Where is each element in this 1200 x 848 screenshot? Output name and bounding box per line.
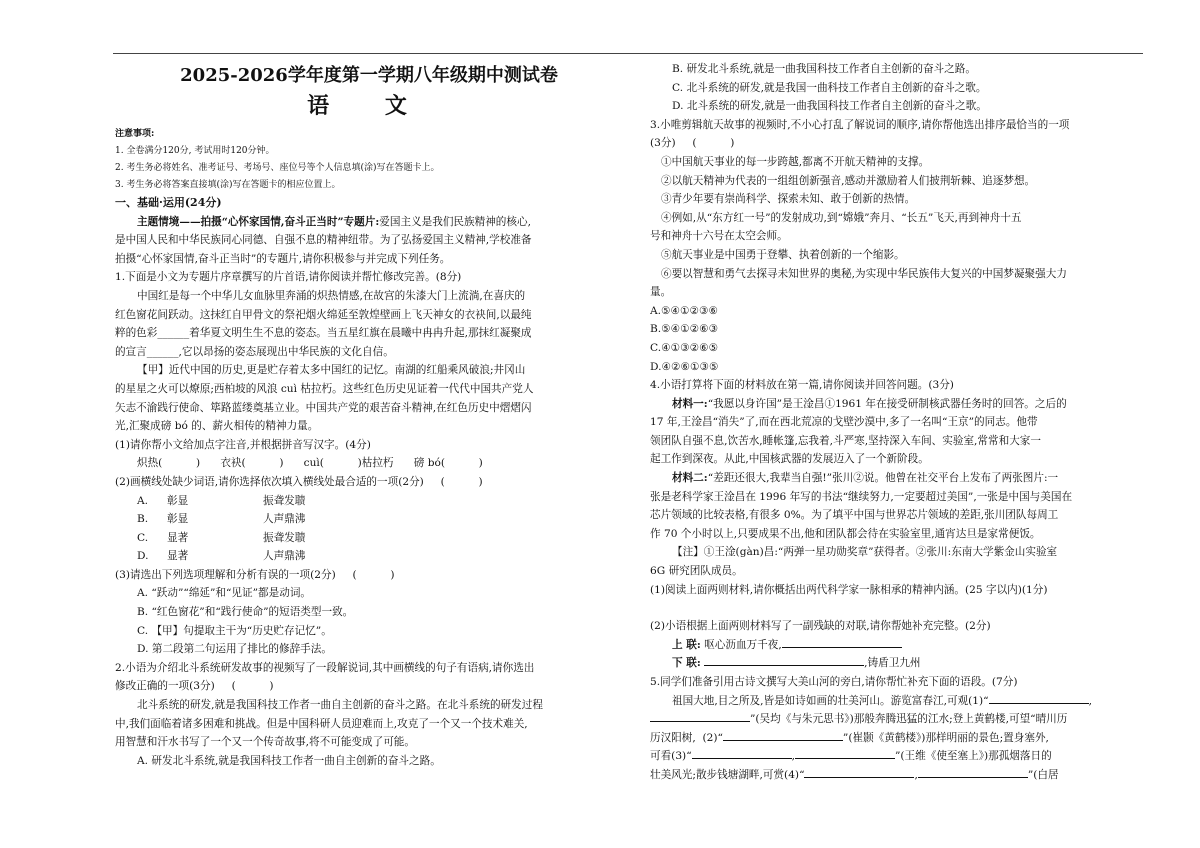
- right-column: B. 研发北斗系统,就是一曲我国科技工作者自主创新的奋斗之路。 C. 北斗系统的研发,就是我国一曲科技工作者自主创新的奋斗之歌。 D. 北斗系统的研发,就是一曲我国科技工作者自主创新的奋斗之歌。 3.小唯剪辑航天故事的视频时,不小心打乱了解说词的顺序,请你帮他选出排序最恰当的一项 (3分) ( ) ①中国航天事业的每一步跨越,都离不开航天精神的支撑。 ②以航天精神为代表的一组组创新强音,感动并激励着人们披荆斩棘、追逐梦想。 ③青少年要有崇尚科学、探索未知、敢于创新的热情。 ④例如,从“东方红一号”的发射成功,到“嫦娥”奔月、“长五”飞天,再到神舟十五 号和神舟十六号在太空会师。 ⑤航天事业是中国勇于登攀、执着创新的一个缩影。 ⑥要以智慧和勇气去探寻未知世界的奥秘,为实现中华民族伟大复兴的中国梦凝聚强大力 量。 A.⑤④①②③⑥ B.⑤④①②⑥③ C.④①③②⑥⑤ D.④②⑥①③⑤ 4.小语打算将下面的材料放在第一篇,请你阅读并回答问题。(3分) 材料一:“我愿以身许国”是王淦昌①1961 年在接受研制核武器任务时的回答。之后的 17 年,王淦昌“消失”了,而在西北荒凉的戈壁沙漠中,多了一名叫“王京”的同志。他带 领团队自强不息,饮苦水,睡帐篷,忘我着,斗严寒,坚持深入车间、实验室,常常和大家一 起工作到深夜。从此,中国核武器的发展迈入了一个新阶段。 材料二:“差距还很大,我辈当自强!”张川②说。他曾在社交平台上发布了两张图片:一 张是老科学家王淦昌在 1996 年写的书法“继续努力,一定要超过美国”,一张是中国与美国在 芯片领域的比较表格,有很多 0%。为了填平中国与世界芯片领域的差距,张川团队每周工 作 70 个小时以上,只要成果不出,他和团队都会待在实验室里,通宵达旦是家常便饭。 【注】①王淦(gàn)昌:“两弹一星功勋奖章”获得者。②张川:东南大学紫金山实验室 6G 研究团队成员。 (1)阅读上面两则材料,请你概括出两代科学家一脉相承的精神内涵。(25 字以内)(1分) (2)小语根据上面两则材料写了一副残缺的对联,请你帮她补充完整。(2分) 上 联: 呕心沥血万千夜, 下 联: ,铸盾卫九州 5.同学们准备引用古诗文撰写大美山河的旁白,请你帮忙补充下面的语段。(7分) 祖国大地,目之所及,皆是如诗如画的壮美河山。游览富春江,可观(1)“ , ”(吴均《与朱元思书》)那般奔腾迅猛的江水;登上黄鹤楼,可望“晴川历 历汉阳树, (2)“ ”(崔颢《黄鹤楼》)那样明丽的景色;置身塞外, 可看(3)“ , ”(王维《使至塞上》)那孤烟落日的 壮美风光;散步钱塘湖畔,可赏(4)“ , ”(白居: [650, 60, 1142, 785]
- sentence-item: ⑥要以智慧和勇气去探寻未知世界的奥秘,为实现中华民族伟大复兴的中国梦凝聚强大力: [661, 267, 1067, 280]
- couplet-up-label: 上 联:: [672, 638, 701, 651]
- question-3-stem: (3分) ( ): [650, 137, 735, 150]
- option-line: A.⑤④①②③⑥: [650, 304, 719, 317]
- note-line: 6G 研究团队成员。: [650, 565, 743, 578]
- passage-line: 粹的色彩______着华夏文明生生不息的姿态。当五星红旗在晨曦中冉冉升起,那抹红凝聚成: [115, 327, 532, 340]
- scenario-title: 主题情境——拍摄“心怀家国情,奋斗正当时”专题片:: [137, 215, 380, 228]
- scenario-text: 爱国主义是我们民族精神的核心,: [379, 215, 531, 228]
- option-line: D. 第二段第二句运用了排比的修辞手法。: [137, 643, 332, 656]
- sentence-item: ⑤航天事业是中国勇于登攀、执着创新的一个缩影。: [661, 248, 905, 261]
- pinyin-answer-line: 炽热( ) 衣袂( ) cuì( )枯拉朽 磅 bó( ): [137, 457, 483, 470]
- passage-line: 光,汇聚成磅 bó 的、薪火相传的精神力量。: [115, 420, 319, 433]
- passage-line: ”(崔颢《黄鹤楼》)那样明丽的景色;置身塞外,: [842, 731, 1049, 744]
- header-rule: [113, 53, 1143, 54]
- option-line: C. 【甲】句提取主干为“历史贮存记忆”。: [137, 624, 332, 637]
- sentence-item: ④例如,从“东方红一号”的发射成功,到“嫦娥”奔月、“长五”飞天,再到神舟十五: [661, 211, 1022, 224]
- fill-blank: [989, 692, 1089, 704]
- option-line: D. 北斗系统的研发,就是一曲我国科技工作者自主创新的奋斗之歌。: [672, 100, 987, 113]
- option-line: B. 研发北斗系统,就是一曲我国科技工作者自主创新的奋斗之路。: [672, 63, 976, 75]
- left-column: [115, 60, 623, 770]
- material-line: 领团队自强不息,饮苦水,睡帐篷,忘我着,斗严寒,坚持深入车间、实验室,常常和大家一: [650, 434, 1041, 447]
- sentence-item: ②以航天精神为代表的一组组创新强音,感动并激励着人们披荆斩棘、追逐梦想。: [661, 174, 1036, 187]
- couplet-down-label: 下 联:: [672, 657, 701, 670]
- q1-sub3: (3)请选出下列选项理解和分析有误的一项(2分) ( ): [115, 568, 395, 581]
- material-2-label: 材料二:: [672, 472, 708, 485]
- option-line: C. 北斗系统的研发,就是我国一曲科技工作者自主创新的奋斗之歌。: [672, 81, 987, 94]
- option-row: C. 显著 振聋发聩: [137, 531, 306, 544]
- question-2-stem: 修改正确的一项(3分) ( ): [115, 680, 274, 693]
- passage-line: ”(吴均《与朱元思书》)那般奔腾迅猛的江水;登上黄鹤楼,可望“晴川历: [750, 713, 1068, 726]
- fill-blank: [723, 729, 843, 741]
- material-1-label: 材料一:: [672, 397, 708, 410]
- scenario-text: 是中国人民和中华民族同心同德、自强不息的精神纽带。为了弘扬爱国主义精神,学校准备: [115, 234, 532, 247]
- passage-line: 矢志不渝践行使命、筚路蓝缕奠基立业。中国共产党的艰苦奋斗精神,在红色历史中熠熠闪: [115, 401, 532, 414]
- passage-line: 可看(3)“: [650, 750, 692, 763]
- material-line: 作 70 个小时以上,只要成果不出,他和团队都会待在实验室里,通宵达旦是家常便饭。: [650, 527, 1041, 540]
- passage-line: ”(白居: [1027, 768, 1059, 781]
- passage-line: 【甲】近代中国的历史,更是贮存着太多中国红的记忆。南湖的红船乘风破浪;井冈山: [137, 364, 526, 377]
- question-1-stem: 1.下面是小文为专题片序章撰写的片首语,请你阅读并帮忙修改完善。(8分): [115, 271, 462, 284]
- passage-line: 历汉阳树, (2)“: [650, 731, 723, 744]
- notice-item: 2. 考生务必将姓名、准考证号、考场号、座位号等个人信息填(涂)写在答题卡上。: [115, 163, 440, 173]
- passage-line: 中,我们面临着诸多困难和挑战。但是中国科研人员迎难而上,攻克了一个又一个技术难关,: [115, 717, 528, 730]
- passage-line: ”(王维《使至塞上》)那孤烟落日的: [894, 750, 1052, 763]
- sentence-item: 量。: [650, 286, 672, 299]
- material-line: “差距还很大,我辈当自强!”张川②说。他曾在社交平台上发布了两张图片:一: [707, 472, 1059, 485]
- notice-item: 1. 全卷满分120分, 考试用时120分钟。: [115, 146, 275, 156]
- passage-line: 祖国大地,目之所及,皆是如诗如画的壮美河山。游览富春江,可观(1)“: [672, 694, 989, 707]
- sentence-item: 号和神舟十六号在太空会师。: [650, 230, 788, 243]
- q1-sub2: (2)画横线处缺少词语,请你选择依次填入横线处最合适的一项(2分) ( ): [115, 475, 483, 488]
- material-line: 17 年,王淦昌“消失”了,而在西北荒凉的戈壁沙漠中,多了一名叫“王京”的同志。他带: [650, 416, 1038, 429]
- question-2-stem: 2.小语为介绍北斗系统研发故事的视频写了一段解说词,其中画横线的句子有语病,请你选出: [115, 661, 535, 674]
- sentence-item: ③青少年要有崇尚科学、探索未知、敢于创新的热情。: [661, 193, 916, 206]
- fill-blank: [650, 710, 750, 722]
- material-line: 张是老科学家王淦昌在 1996 年写的书法“继续努力,一定要超过美国”,一张是中国与美国在: [650, 490, 1073, 503]
- option-line: B. “红色窗花”和“践行使命”的短语类型一致。: [137, 606, 354, 619]
- exam-title: 2025-2026学年度第一学期八年级期中测试卷: [180, 65, 558, 86]
- option-row: D. 显著 人声鼎沸: [137, 550, 306, 563]
- option-line: B.⑤④①②⑥③: [650, 323, 719, 336]
- q4-sub1: (1)阅读上面两则材料,请你概括出两代科学家一脉相承的精神内涵。(25 字以内)(1分): [650, 583, 1048, 596]
- question-5-stem: 5.同学们准备引用古诗文撰写大美山河的旁白,请你帮忙补充下面的语段。(7分): [650, 676, 1018, 688]
- fill-blank: [804, 766, 914, 778]
- material-line: 起工作到深夜。从此,中国核武器的发展迈入了一个新阶段。: [650, 453, 929, 466]
- couplet-down: ,铸盾卫九州: [864, 657, 921, 670]
- sentence-item: ①中国航天事业的每一步跨越,都离不开航天精神的支撑。: [661, 155, 930, 168]
- notice-item: 3. 考生务必将答案直接填(涂)写在答题卡的相应位置上。: [115, 180, 341, 190]
- passage-line: 红色窗花间跃动。这抹红自甲骨文的祭祀烟火绵延至敦煌壁画上飞天神女的衣袂间,以最纯: [115, 308, 532, 321]
- fill-blank: [795, 747, 895, 759]
- option-row: B. 彰显 人声鼎沸: [137, 513, 306, 526]
- option-line: A. 研发北斗系统,就是我国科技工作者一曲自主创新的奋斗之路。: [137, 754, 441, 767]
- notice-heading: 注意事项:: [115, 129, 155, 139]
- passage-line: 壮美风光;散步钱塘湖畔,可赏(4)“: [650, 768, 805, 781]
- scenario-text: 拍摄“心怀家国情,奋斗正当时”的专题片,请你积极参与并完成下列任务。: [115, 252, 451, 265]
- q4-sub2: (2)小语根据上面两则材料写了一副残缺的对联,请你帮她补充完整。(2分): [650, 620, 991, 633]
- option-line: A. “跃动”“绵延”和“见证”都是动词。: [137, 587, 312, 600]
- q1-sub1: (1)请你帮小文给加点字注音,并根据拼音写汉字。(4分): [115, 438, 371, 451]
- passage-line: 北斗系统的研发,就是我国科技工作者一曲自主创新的奋斗之路。在北斗系统的研发过程: [137, 699, 543, 712]
- couplet-up: 呕心沥血万千夜,: [704, 638, 782, 651]
- option-line: D.④②⑥①③⑤: [650, 360, 719, 373]
- passage-line: 用智慧和汗水书写了一个又一个传奇故事,将不可能变成了可能。: [115, 736, 415, 749]
- passage-line: 的宣言______,它以昂扬的姿态展现出中华民族的文化自信。: [115, 345, 394, 358]
- answer-space: [650, 599, 1142, 617]
- question-4-stem: 4.小语打算将下面的材料放在第一篇,请你阅读并回答问题。(3分): [650, 379, 954, 392]
- couplet-up-blank: [782, 636, 902, 648]
- exam-subject: 语 文: [307, 93, 431, 119]
- fill-blank: [918, 766, 1028, 778]
- section-heading: 一、基础·运用(24分): [115, 196, 222, 209]
- material-line: “我愿以身许国”是王淦昌①1961 年在接受研制核武器任务时的回答。之后的: [707, 397, 1067, 410]
- option-line: C.④①③②⑥⑤: [650, 341, 719, 354]
- couplet-down-blank: [704, 654, 864, 666]
- note-line: 【注】①王淦(gàn)昌:“两弹一星功勋奖章”获得者。②张川:东南大学紫金山实验室: [672, 546, 1058, 559]
- question-3-stem: 3.小唯剪辑航天故事的视频时,不小心打乱了解说词的顺序,请你帮他选出排序最恰当的一项: [650, 118, 1070, 131]
- option-row: A. 彰显 振聋发聩: [137, 494, 306, 507]
- material-line: 芯片领域的比较表格,有很多 0%。为了填平中国与世界芯片领域的差距,张川团队每周工: [650, 509, 1059, 522]
- passage-line: 中国红是每一个中华儿女血脉里奔涌的炽热情感,在故宫的朱漆大门上流淌,在喜庆的: [137, 289, 526, 302]
- fill-blank: [692, 747, 792, 759]
- passage-line: 的星星之火可以燎原;西柏坡的风浪 cuì 枯拉朽。这些红色历史见证着一代代中国共产党人: [115, 382, 534, 395]
